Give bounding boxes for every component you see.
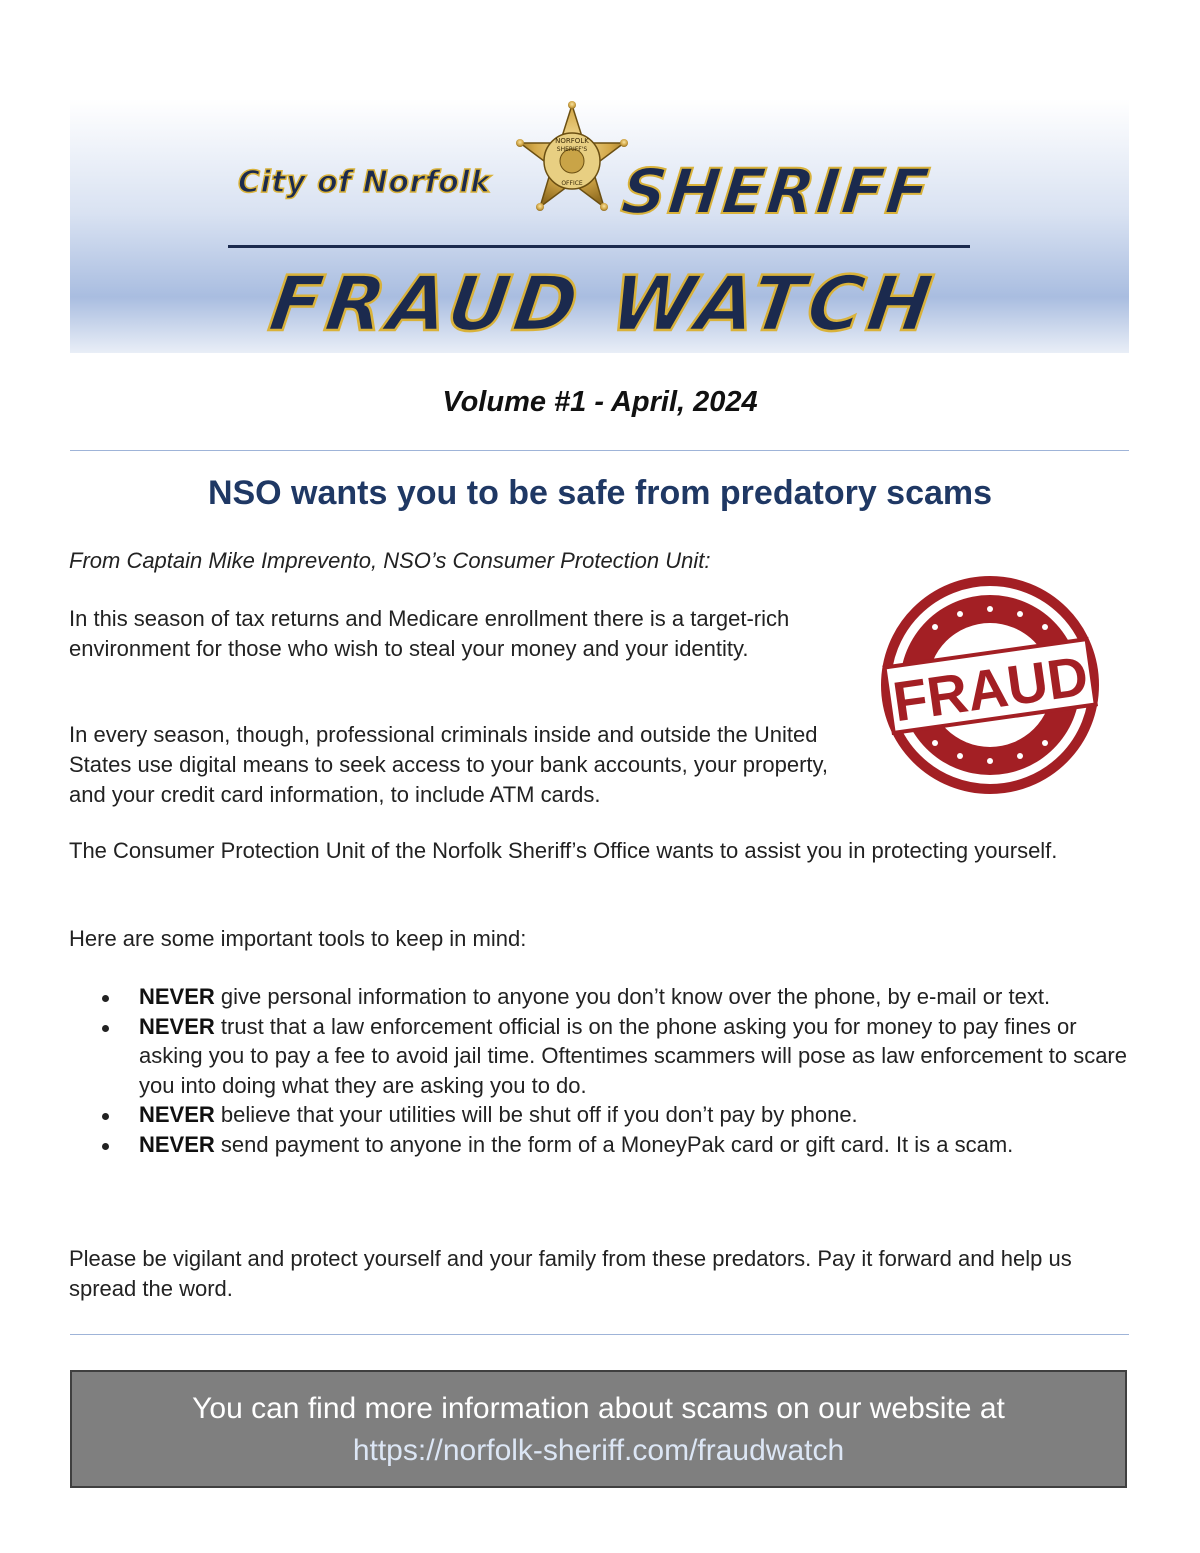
sheriff-star-badge-icon (512, 101, 632, 221)
paragraph-tools-intro: Here are some important tools to keep in mind: (69, 926, 527, 951)
tip-text: trust that a law enforcement official is on the phone asking you for money to pay fines or asking you to pay a fee to avoid jail time. Oftentimes scammers will pose as law enforcement to scare you into doing what they are asking you to do. (139, 1013, 1127, 1098)
bullet-icon (102, 1025, 109, 1032)
paragraph-closing: Please be vigilant and protect yourself and your family from these predators. Pay it forward and help us spread the word. (69, 1246, 1072, 1301)
tip-text: send payment to anyone in the form of a MoneyPak card or gift card. It is a scam. (214, 1131, 1014, 1157)
city-of-norfolk-logo-text: City of Norfolk (238, 165, 491, 200)
fraudwatch-link[interactable]: https://norfolk-sheriff.com/fraudwatch (352, 1434, 845, 1467)
badge-mid-text: SHERIFF'S (556, 146, 588, 153)
banner-divider (228, 245, 970, 248)
top-divider (70, 450, 1129, 451)
tip-text: give personal information to anyone you don’t know over the phone, by e-mail or text. (214, 984, 1051, 1009)
sheriff-logo-text: SHERIFF (618, 155, 935, 228)
badge-top-text: NORFOLK (555, 137, 589, 145)
list-item (69, 1100, 1131, 1130)
never-label: NEVER (139, 1013, 215, 1039)
paragraph-tax-season: In this season of tax returns and Medicare enrollment there is a target-rich environment for those who wish to steal your money and your identity. (69, 606, 790, 661)
never-label: NEVER (139, 1131, 215, 1157)
bottom-divider (70, 1334, 1129, 1335)
list-item (69, 1130, 1131, 1160)
tips-list (69, 982, 1131, 1159)
headline: NSO wants you to be safe from predatory scams (207, 474, 993, 512)
bullet-icon (102, 1143, 109, 1150)
fraud-watch-title: FRAUD WATCH (264, 259, 942, 348)
fraud-stamp-icon (880, 575, 1100, 795)
header-banner (70, 99, 1129, 353)
list-item (69, 982, 1131, 1012)
list-item (69, 1012, 1131, 1101)
never-label: NEVER (139, 984, 215, 1009)
bullet-icon (102, 1113, 109, 1120)
footer-text: You can find more information about scams on our website at (192, 1392, 1005, 1425)
footer-box (70, 1370, 1127, 1488)
volume-date: Volume #1 - April, 2024 (442, 386, 758, 418)
paragraph-criminals: In every season, though, professional criminals inside and outside the United States use digital means to seek access to your bank accounts, your property, and your credit card information, to include ATM cards. (69, 722, 828, 807)
badge-bottom-text: OFFICE (561, 180, 583, 187)
never-label: NEVER (139, 1102, 215, 1127)
tip-text: believe that your utilities will be shut off if you don’t pay by phone. (214, 1102, 858, 1127)
byline: From Captain Mike Imprevento, NSO’s Consumer Protection Unit: (69, 548, 711, 573)
bullet-icon (102, 995, 109, 1002)
paragraph-consumer-protection: The Consumer Protection Unit of the Norfolk Sheriff’s Office wants to assist you in protecting yourself. (69, 838, 1058, 863)
stamp-text: FRAUD (889, 643, 1092, 734)
